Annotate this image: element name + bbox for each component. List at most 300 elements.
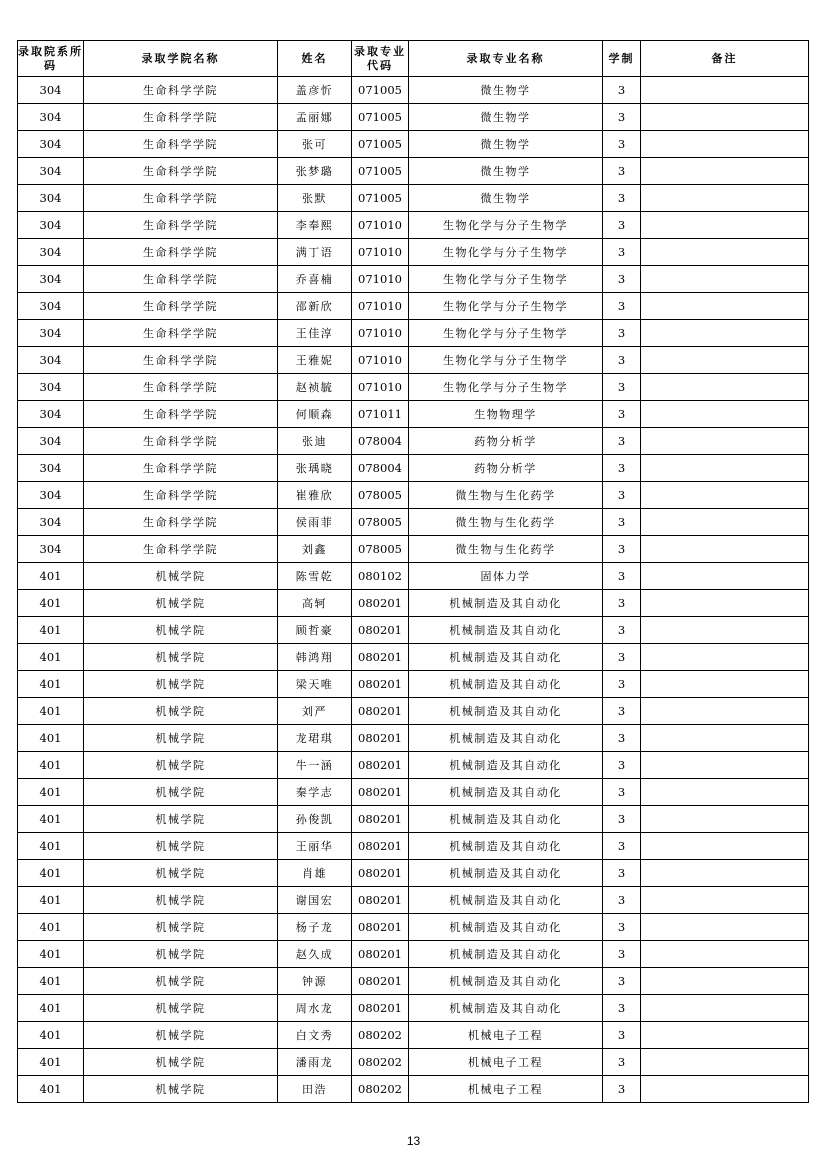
table-row — [18, 914, 809, 941]
major-code-cell: 080202 — [352, 1049, 409, 1076]
dept-code-cell: 401 — [18, 1022, 84, 1049]
major-code-cell: 080201 — [352, 806, 409, 833]
major-code-cell: 080201 — [352, 779, 409, 806]
dept-code-cell: 401 — [18, 617, 84, 644]
remarks-cell — [641, 401, 809, 428]
major-name-cell: 机械电子工程 — [409, 1076, 603, 1103]
remarks-cell — [641, 644, 809, 671]
major-name-cell: 生物化学与分子生物学 — [409, 293, 603, 320]
dept-name-cell: 机械学院 — [84, 617, 278, 644]
years-cell: 3 — [603, 1076, 641, 1103]
name-cell: 田浩 — [278, 1076, 352, 1103]
years-cell: 3 — [603, 212, 641, 239]
major-code-cell: 071010 — [352, 374, 409, 401]
header-major-code: 录取专业代码 — [352, 41, 409, 77]
major-name-cell: 生物化学与分子生物学 — [409, 374, 603, 401]
dept-code-cell: 401 — [18, 860, 84, 887]
name-cell: 陈雪乾 — [278, 563, 352, 590]
dept-name-cell: 生命科学学院 — [84, 455, 278, 482]
major-code-cell: 071005 — [352, 77, 409, 104]
remarks-cell — [641, 536, 809, 563]
name-cell: 张瑀晓 — [278, 455, 352, 482]
major-code-cell: 080201 — [352, 941, 409, 968]
major-name-cell: 微生物学 — [409, 104, 603, 131]
years-cell: 3 — [603, 887, 641, 914]
dept-code-cell: 304 — [18, 131, 84, 158]
name-cell: 秦学志 — [278, 779, 352, 806]
page-number: 13 — [406, 1134, 421, 1148]
dept-code-cell: 401 — [18, 752, 84, 779]
dept-code-cell: 304 — [18, 77, 84, 104]
remarks-cell — [641, 671, 809, 698]
major-name-cell: 机械电子工程 — [409, 1049, 603, 1076]
dept-name-cell: 生命科学学院 — [84, 374, 278, 401]
major-code-cell: 080201 — [352, 968, 409, 995]
table-row — [18, 239, 809, 266]
table-row — [18, 860, 809, 887]
dept-name-cell: 机械学院 — [84, 860, 278, 887]
major-code-cell: 071010 — [352, 347, 409, 374]
years-cell: 3 — [603, 698, 641, 725]
major-name-cell: 机械制造及其自动化 — [409, 806, 603, 833]
years-cell: 3 — [603, 995, 641, 1022]
years-cell: 3 — [603, 590, 641, 617]
name-cell: 韩鸿翔 — [278, 644, 352, 671]
major-name-cell: 机械制造及其自动化 — [409, 698, 603, 725]
dept-code-cell: 304 — [18, 212, 84, 239]
name-cell: 乔喜楠 — [278, 266, 352, 293]
remarks-cell — [641, 968, 809, 995]
table-body — [18, 77, 809, 1103]
years-cell: 3 — [603, 266, 641, 293]
years-cell: 3 — [603, 941, 641, 968]
table-row — [18, 185, 809, 212]
name-cell: 梁天唯 — [278, 671, 352, 698]
major-name-cell: 微生物学 — [409, 131, 603, 158]
major-code-cell: 078005 — [352, 509, 409, 536]
major-code-cell: 080201 — [352, 590, 409, 617]
dept-name-cell: 生命科学学院 — [84, 77, 278, 104]
dept-name-cell: 机械学院 — [84, 995, 278, 1022]
major-code-cell: 080201 — [352, 995, 409, 1022]
name-cell: 张梦璐 — [278, 158, 352, 185]
name-cell: 谢国宏 — [278, 887, 352, 914]
name-cell: 李奉熙 — [278, 212, 352, 239]
name-cell: 杨子龙 — [278, 914, 352, 941]
dept-name-cell: 机械学院 — [84, 779, 278, 806]
years-cell: 3 — [603, 428, 641, 455]
dept-code-cell: 304 — [18, 401, 84, 428]
major-name-cell: 微生物学 — [409, 77, 603, 104]
remarks-cell — [641, 131, 809, 158]
table-row — [18, 1076, 809, 1103]
major-name-cell: 生物化学与分子生物学 — [409, 320, 603, 347]
header-remarks: 备注 — [641, 41, 809, 77]
dept-code-cell: 401 — [18, 941, 84, 968]
name-cell: 刘鑫 — [278, 536, 352, 563]
name-cell: 高轲 — [278, 590, 352, 617]
major-code-cell: 071010 — [352, 239, 409, 266]
years-cell: 3 — [603, 482, 641, 509]
major-code-cell: 080202 — [352, 1022, 409, 1049]
table-row — [18, 428, 809, 455]
remarks-cell — [641, 941, 809, 968]
dept-code-cell: 401 — [18, 644, 84, 671]
dept-code-cell: 304 — [18, 293, 84, 320]
major-name-cell: 机械制造及其自动化 — [409, 914, 603, 941]
name-cell: 刘严 — [278, 698, 352, 725]
remarks-cell — [641, 293, 809, 320]
table-row — [18, 887, 809, 914]
major-name-cell: 生物化学与分子生物学 — [409, 239, 603, 266]
dept-name-cell: 机械学院 — [84, 698, 278, 725]
major-code-cell: 071010 — [352, 212, 409, 239]
dept-code-cell: 304 — [18, 509, 84, 536]
years-cell: 3 — [603, 536, 641, 563]
dept-code-cell: 304 — [18, 455, 84, 482]
major-code-cell: 071010 — [352, 320, 409, 347]
table-row — [18, 1022, 809, 1049]
table-row — [18, 779, 809, 806]
name-cell: 王雅妮 — [278, 347, 352, 374]
remarks-cell — [641, 77, 809, 104]
dept-code-cell: 304 — [18, 536, 84, 563]
table-row — [18, 77, 809, 104]
major-name-cell: 生物化学与分子生物学 — [409, 212, 603, 239]
dept-name-cell: 生命科学学院 — [84, 266, 278, 293]
remarks-cell — [641, 320, 809, 347]
remarks-cell — [641, 806, 809, 833]
major-code-cell: 080201 — [352, 698, 409, 725]
dept-code-cell: 401 — [18, 968, 84, 995]
dept-name-cell: 生命科学学院 — [84, 131, 278, 158]
remarks-cell — [641, 563, 809, 590]
years-cell: 3 — [603, 779, 641, 806]
dept-name-cell: 生命科学学院 — [84, 158, 278, 185]
dept-code-cell: 304 — [18, 428, 84, 455]
major-code-cell: 078004 — [352, 455, 409, 482]
remarks-cell — [641, 104, 809, 131]
name-cell: 赵久成 — [278, 941, 352, 968]
remarks-cell — [641, 158, 809, 185]
major-code-cell: 078005 — [352, 536, 409, 563]
table-row — [18, 482, 809, 509]
major-code-cell: 080201 — [352, 752, 409, 779]
dept-name-cell: 机械学院 — [84, 590, 278, 617]
dept-name-cell: 生命科学学院 — [84, 320, 278, 347]
table-row — [18, 320, 809, 347]
dept-name-cell: 机械学院 — [84, 1049, 278, 1076]
name-cell: 顾哲豪 — [278, 617, 352, 644]
table-row — [18, 995, 809, 1022]
table-row — [18, 347, 809, 374]
dept-name-cell: 机械学院 — [84, 671, 278, 698]
major-name-cell: 药物分析学 — [409, 428, 603, 455]
dept-name-cell: 生命科学学院 — [84, 536, 278, 563]
major-code-cell: 071010 — [352, 293, 409, 320]
major-name-cell: 机械制造及其自动化 — [409, 617, 603, 644]
major-code-cell: 080201 — [352, 887, 409, 914]
dept-name-cell: 机械学院 — [84, 968, 278, 995]
remarks-cell — [641, 698, 809, 725]
dept-code-cell: 304 — [18, 266, 84, 293]
dept-code-cell: 401 — [18, 995, 84, 1022]
dept-code-cell: 304 — [18, 374, 84, 401]
table-row — [18, 401, 809, 428]
remarks-cell — [641, 1049, 809, 1076]
remarks-cell — [641, 212, 809, 239]
name-cell: 盖彦忻 — [278, 77, 352, 104]
major-name-cell: 固体力学 — [409, 563, 603, 590]
dept-code-cell: 304 — [18, 347, 84, 374]
dept-code-cell: 401 — [18, 833, 84, 860]
years-cell: 3 — [603, 644, 641, 671]
table-row — [18, 455, 809, 482]
major-code-cell: 071011 — [352, 401, 409, 428]
remarks-cell — [641, 185, 809, 212]
remarks-cell — [641, 752, 809, 779]
name-cell: 王丽华 — [278, 833, 352, 860]
dept-code-cell: 401 — [18, 779, 84, 806]
remarks-cell — [641, 779, 809, 806]
dept-name-cell: 生命科学学院 — [84, 239, 278, 266]
major-name-cell: 机械制造及其自动化 — [409, 833, 603, 860]
dept-name-cell: 生命科学学院 — [84, 401, 278, 428]
table-row — [18, 104, 809, 131]
name-cell: 王佳淳 — [278, 320, 352, 347]
years-cell: 3 — [603, 347, 641, 374]
name-cell: 孙俊凯 — [278, 806, 352, 833]
name-cell: 张可 — [278, 131, 352, 158]
years-cell: 3 — [603, 563, 641, 590]
table-row — [18, 752, 809, 779]
remarks-cell — [641, 833, 809, 860]
major-name-cell: 机械制造及其自动化 — [409, 995, 603, 1022]
major-code-cell: 080201 — [352, 617, 409, 644]
table-row — [18, 698, 809, 725]
dept-name-cell: 机械学院 — [84, 806, 278, 833]
remarks-cell — [641, 914, 809, 941]
major-name-cell: 微生物与生化药学 — [409, 509, 603, 536]
years-cell: 3 — [603, 509, 641, 536]
years-cell: 3 — [603, 401, 641, 428]
years-cell: 3 — [603, 158, 641, 185]
years-cell: 3 — [603, 860, 641, 887]
major-name-cell: 机械制造及其自动化 — [409, 860, 603, 887]
major-name-cell: 机械制造及其自动化 — [409, 779, 603, 806]
major-name-cell: 机械制造及其自动化 — [409, 671, 603, 698]
name-cell: 张迪 — [278, 428, 352, 455]
years-cell: 3 — [603, 752, 641, 779]
major-code-cell: 071005 — [352, 158, 409, 185]
name-cell: 崔雅欣 — [278, 482, 352, 509]
dept-name-cell: 生命科学学院 — [84, 509, 278, 536]
table-row — [18, 509, 809, 536]
dept-code-cell: 401 — [18, 1049, 84, 1076]
remarks-cell — [641, 887, 809, 914]
dept-code-cell: 401 — [18, 725, 84, 752]
major-code-cell: 080201 — [352, 725, 409, 752]
major-name-cell: 微生物与生化药学 — [409, 536, 603, 563]
years-cell: 3 — [603, 185, 641, 212]
remarks-cell — [641, 239, 809, 266]
header-dept-name: 录取学院名称 — [84, 41, 278, 77]
dept-code-cell: 304 — [18, 104, 84, 131]
admission-table — [17, 40, 809, 1103]
major-name-cell: 机械制造及其自动化 — [409, 644, 603, 671]
dept-code-cell: 304 — [18, 185, 84, 212]
table-header-row — [18, 41, 809, 77]
years-cell: 3 — [603, 914, 641, 941]
table-row — [18, 293, 809, 320]
dept-code-cell: 401 — [18, 698, 84, 725]
major-code-cell: 080201 — [352, 833, 409, 860]
years-cell: 3 — [603, 968, 641, 995]
dept-code-cell: 401 — [18, 671, 84, 698]
name-cell: 张默 — [278, 185, 352, 212]
major-name-cell: 机械制造及其自动化 — [409, 887, 603, 914]
dept-name-cell: 机械学院 — [84, 887, 278, 914]
table-row — [18, 536, 809, 563]
dept-name-cell: 生命科学学院 — [84, 482, 278, 509]
major-name-cell: 机械制造及其自动化 — [409, 725, 603, 752]
name-cell: 白文秀 — [278, 1022, 352, 1049]
dept-code-cell: 401 — [18, 887, 84, 914]
years-cell: 3 — [603, 104, 641, 131]
dept-name-cell: 生命科学学院 — [84, 185, 278, 212]
dept-code-cell: 304 — [18, 239, 84, 266]
remarks-cell — [641, 455, 809, 482]
major-name-cell: 微生物学 — [409, 185, 603, 212]
remarks-cell — [641, 1022, 809, 1049]
years-cell: 3 — [603, 320, 641, 347]
name-cell: 侯雨菲 — [278, 509, 352, 536]
remarks-cell — [641, 347, 809, 374]
major-code-cell: 080201 — [352, 671, 409, 698]
years-cell: 3 — [603, 293, 641, 320]
years-cell: 3 — [603, 374, 641, 401]
remarks-cell — [641, 509, 809, 536]
table-row — [18, 374, 809, 401]
dept-code-cell: 401 — [18, 590, 84, 617]
name-cell: 赵祯毓 — [278, 374, 352, 401]
name-cell: 钟源 — [278, 968, 352, 995]
major-name-cell: 生物化学与分子生物学 — [409, 347, 603, 374]
years-cell: 3 — [603, 671, 641, 698]
major-code-cell: 078004 — [352, 428, 409, 455]
table-row — [18, 806, 809, 833]
header-years: 学制 — [603, 41, 641, 77]
table-row — [18, 590, 809, 617]
dept-name-cell: 机械学院 — [84, 644, 278, 671]
name-cell: 肖雄 — [278, 860, 352, 887]
table-row — [18, 644, 809, 671]
table-row — [18, 266, 809, 293]
header-dept-code: 录取院系所码 — [18, 41, 84, 77]
table-row — [18, 212, 809, 239]
major-code-cell: 071005 — [352, 185, 409, 212]
dept-code-cell: 401 — [18, 1076, 84, 1103]
years-cell: 3 — [603, 725, 641, 752]
years-cell: 3 — [603, 617, 641, 644]
years-cell: 3 — [603, 455, 641, 482]
major-name-cell: 机械制造及其自动化 — [409, 590, 603, 617]
remarks-cell — [641, 482, 809, 509]
table-row — [18, 158, 809, 185]
years-cell: 3 — [603, 833, 641, 860]
major-name-cell: 生物物理学 — [409, 401, 603, 428]
years-cell: 3 — [603, 806, 641, 833]
dept-name-cell: 生命科学学院 — [84, 104, 278, 131]
major-code-cell: 071005 — [352, 131, 409, 158]
name-cell: 潘雨龙 — [278, 1049, 352, 1076]
name-cell: 满丁语 — [278, 239, 352, 266]
remarks-cell — [641, 266, 809, 293]
table-row — [18, 968, 809, 995]
table-row — [18, 671, 809, 698]
major-name-cell: 微生物与生化药学 — [409, 482, 603, 509]
dept-name-cell: 机械学院 — [84, 563, 278, 590]
major-name-cell: 药物分析学 — [409, 455, 603, 482]
dept-name-cell: 机械学院 — [84, 914, 278, 941]
dept-name-cell: 机械学院 — [84, 1076, 278, 1103]
dept-name-cell: 生命科学学院 — [84, 212, 278, 239]
dept-name-cell: 生命科学学院 — [84, 428, 278, 455]
dept-code-cell: 304 — [18, 158, 84, 185]
table-row — [18, 563, 809, 590]
table-row — [18, 1049, 809, 1076]
major-code-cell: 080201 — [352, 860, 409, 887]
remarks-cell — [641, 617, 809, 644]
major-code-cell: 078005 — [352, 482, 409, 509]
name-cell: 孟丽娜 — [278, 104, 352, 131]
name-cell: 龙珺琪 — [278, 725, 352, 752]
major-code-cell: 080102 — [352, 563, 409, 590]
years-cell: 3 — [603, 131, 641, 158]
table-row — [18, 131, 809, 158]
remarks-cell — [641, 590, 809, 617]
major-code-cell: 071005 — [352, 104, 409, 131]
table-row — [18, 617, 809, 644]
dept-name-cell: 机械学院 — [84, 752, 278, 779]
dept-name-cell: 机械学院 — [84, 941, 278, 968]
major-code-cell: 080201 — [352, 644, 409, 671]
major-name-cell: 机械电子工程 — [409, 1022, 603, 1049]
header-major-name: 录取专业名称 — [409, 41, 603, 77]
dept-name-cell: 生命科学学院 — [84, 293, 278, 320]
major-code-cell: 071010 — [352, 266, 409, 293]
dept-code-cell: 304 — [18, 320, 84, 347]
major-name-cell: 生物化学与分子生物学 — [409, 266, 603, 293]
table-row — [18, 833, 809, 860]
major-code-cell: 080202 — [352, 1076, 409, 1103]
table-row — [18, 941, 809, 968]
years-cell: 3 — [603, 239, 641, 266]
dept-name-cell: 机械学院 — [84, 725, 278, 752]
major-name-cell: 机械制造及其自动化 — [409, 941, 603, 968]
years-cell: 3 — [603, 1022, 641, 1049]
name-cell: 周水龙 — [278, 995, 352, 1022]
name-cell: 何顺森 — [278, 401, 352, 428]
name-cell: 邵新欣 — [278, 293, 352, 320]
remarks-cell — [641, 725, 809, 752]
header-name: 姓名 — [278, 41, 352, 77]
major-name-cell: 机械制造及其自动化 — [409, 752, 603, 779]
remarks-cell — [641, 374, 809, 401]
dept-code-cell: 401 — [18, 563, 84, 590]
remarks-cell — [641, 1076, 809, 1103]
table-row — [18, 725, 809, 752]
